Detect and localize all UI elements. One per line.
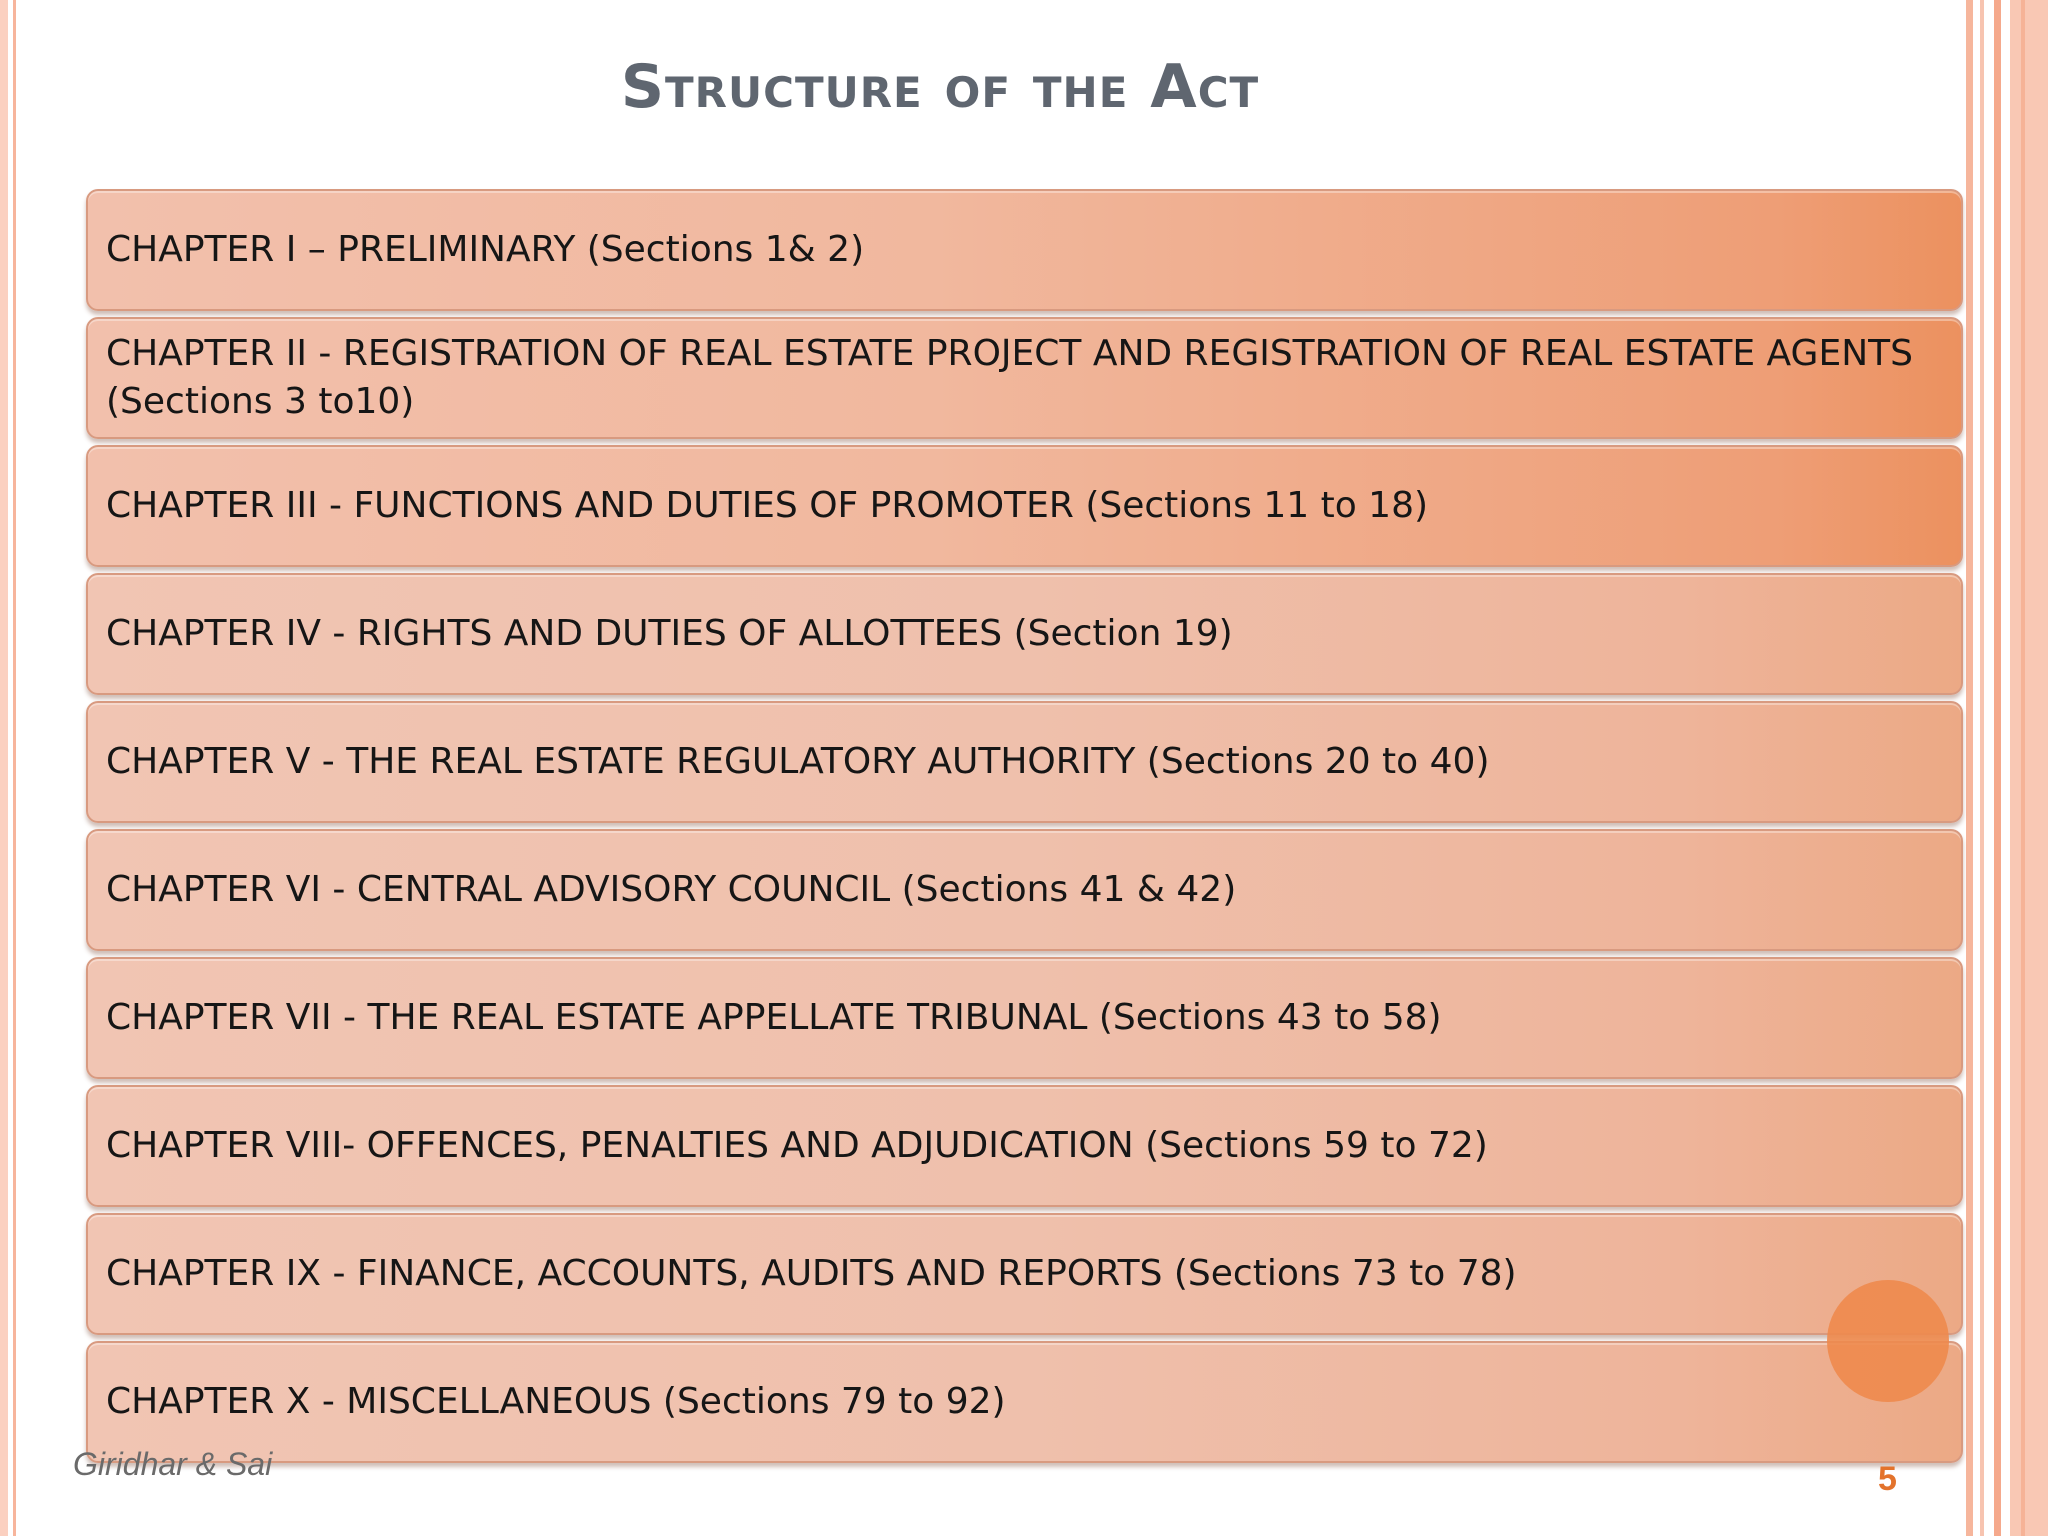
border-line (2010, 0, 2048, 1536)
chapter-label: CHAPTER IV - RIGHTS AND DUTIES OF ALLOTTEES (Section 19) (106, 613, 1233, 654)
chapter-label: CHAPTER VIII- OFFENCES, PENALTIES AND ADJUDICATION (Sections 59 to 72) (106, 1125, 1488, 1166)
chapter-item (86, 317, 1963, 439)
chapter-item (86, 1213, 1963, 1335)
border-line (1966, 0, 1973, 1536)
border-line (0, 0, 8, 1536)
slide-title: Structure of the Act (620, 52, 1260, 122)
chapter-label: CHAPTER X - MISCELLANEOUS (Sections 79 to 92) (106, 1381, 1006, 1422)
page-number: 5 (1878, 1460, 1897, 1498)
chapter-label: CHAPTER VI - CENTRAL ADVISORY COUNCIL (Sections 41 & 42) (106, 869, 1237, 910)
chapter-item (86, 957, 1963, 1079)
chapter-label: CHAPTER V - THE REAL ESTATE REGULATORY AUTHORITY (Sections 20 to 40) (106, 741, 1490, 782)
border-line (1994, 0, 2001, 1536)
chapter-item (86, 189, 1963, 311)
decorative-circle (1827, 1280, 1949, 1402)
chapter-list (86, 189, 1963, 1469)
chapter-label: CHAPTER VII - THE REAL ESTATE APPELLATE TRIBUNAL (Sections 43 to 58) (106, 997, 1442, 1038)
footer-author: Giridhar & Sai (73, 1446, 273, 1482)
border-line (1980, 0, 1984, 1536)
chapter-item (86, 573, 1963, 695)
chapter-label: CHAPTER II - REGISTRATION OF REAL ESTATE PROJECT AND REGISTRATION OF REAL ESTATE AGENTS (Sections 3 to10) (106, 333, 1913, 422)
right-decorative-border (1966, 0, 2048, 1536)
chapter-item (86, 1341, 1963, 1463)
chapter-item (86, 829, 1963, 951)
chapter-label: CHAPTER IX - FINANCE, ACCOUNTS, AUDITS AND REPORTS (Sections 73 to 78) (106, 1253, 1517, 1294)
border-line (2021, 0, 2025, 1536)
chapter-label: CHAPTER III - FUNCTIONS AND DUTIES OF PROMOTER (Sections 11 to 18) (106, 485, 1429, 526)
chapter-item (86, 701, 1963, 823)
chapter-item (86, 1085, 1963, 1207)
chapter-label: CHAPTER I – PRELIMINARY (Sections 1& 2) (106, 229, 865, 270)
chapter-item (86, 445, 1963, 567)
left-decorative-border (0, 0, 20, 1536)
border-line (13, 0, 16, 1536)
